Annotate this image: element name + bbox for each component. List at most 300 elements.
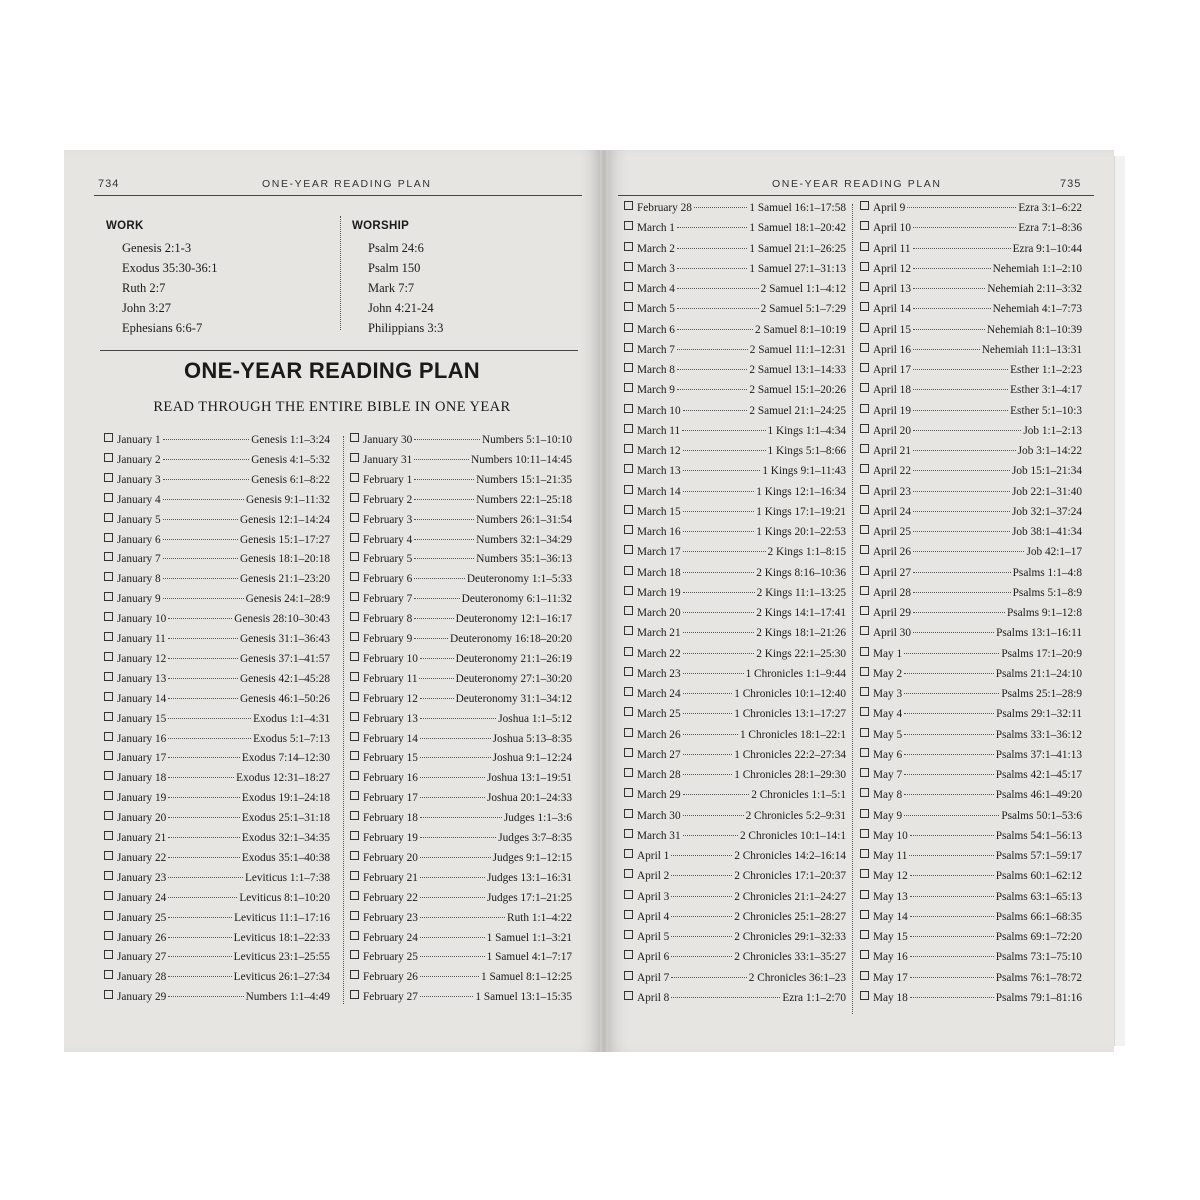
checkbox-icon[interactable] bbox=[860, 566, 869, 575]
checkbox-icon[interactable] bbox=[350, 891, 359, 900]
checkbox-icon[interactable] bbox=[104, 970, 113, 979]
dot-leader bbox=[163, 519, 238, 520]
checkbox-icon[interactable] bbox=[350, 552, 359, 561]
reading-reference: Deuteronomy 6:1–11:32 bbox=[461, 593, 572, 606]
reading-reference: Psalms 57:1–59:17 bbox=[995, 850, 1082, 862]
reading-date: January 2 bbox=[117, 453, 161, 466]
reading-reference: 2 Chronicles 21:1–24:27 bbox=[734, 890, 846, 903]
checkbox-icon[interactable] bbox=[624, 748, 633, 757]
reading-date: April 8 bbox=[637, 991, 670, 1004]
checkbox-icon[interactable] bbox=[860, 869, 869, 878]
checkbox-icon[interactable] bbox=[624, 647, 633, 656]
reading-reference: Genesis 37:1–41:57 bbox=[239, 652, 330, 665]
checkbox-icon[interactable] bbox=[104, 871, 113, 880]
checkbox-icon[interactable] bbox=[624, 991, 633, 1000]
reading-row bbox=[104, 971, 330, 990]
dot-leader bbox=[168, 996, 243, 997]
reading-reference: Exodus 19:1–24:18 bbox=[241, 792, 330, 805]
checkbox-icon[interactable] bbox=[860, 586, 869, 595]
checkbox-icon[interactable] bbox=[104, 572, 113, 581]
checkbox-icon[interactable] bbox=[350, 931, 359, 940]
dot-leader bbox=[163, 539, 238, 540]
reading-row bbox=[624, 486, 846, 505]
checkbox-icon[interactable] bbox=[860, 242, 869, 251]
checkbox-icon[interactable] bbox=[104, 632, 113, 641]
checkbox-icon[interactable] bbox=[350, 612, 359, 621]
checkbox-icon[interactable] bbox=[624, 626, 633, 635]
dot-leader bbox=[168, 777, 234, 778]
checkbox-icon[interactable] bbox=[860, 606, 869, 615]
reading-date: April 20 bbox=[873, 424, 911, 437]
reading-row bbox=[350, 553, 572, 572]
checkbox-icon[interactable] bbox=[624, 667, 633, 676]
page-edges bbox=[1114, 156, 1125, 1046]
reading-reference: Job 3:1–14:22 bbox=[1017, 445, 1082, 457]
topic-ref: Genesis 2:1-3 bbox=[122, 241, 192, 255]
reading-reference: Esther 1:1–2:23 bbox=[1010, 364, 1082, 376]
checkbox-icon[interactable] bbox=[350, 572, 359, 581]
reading-date: January 9 bbox=[117, 593, 161, 606]
checkbox-icon[interactable] bbox=[624, 950, 633, 959]
reading-date: April 27 bbox=[873, 566, 911, 579]
checkbox-icon[interactable] bbox=[350, 592, 359, 601]
checkbox-icon[interactable] bbox=[350, 732, 359, 741]
checkbox-icon[interactable] bbox=[104, 931, 113, 940]
checkbox-icon[interactable] bbox=[350, 990, 359, 999]
checkbox-icon[interactable] bbox=[860, 221, 869, 230]
reading-date: March 7 bbox=[637, 343, 675, 356]
checkbox-icon[interactable] bbox=[860, 788, 869, 797]
checkbox-icon[interactable] bbox=[860, 444, 869, 453]
checkbox-icon[interactable] bbox=[860, 991, 869, 1000]
checkbox-icon[interactable] bbox=[624, 383, 633, 392]
checkbox-icon[interactable] bbox=[350, 533, 359, 542]
reading-date: February 20 bbox=[363, 851, 418, 864]
section-rule bbox=[100, 350, 578, 351]
reading-reference: 1 Samuel 21:1–26:25 bbox=[749, 242, 846, 255]
reading-row bbox=[624, 992, 846, 1011]
dot-leader bbox=[163, 598, 244, 599]
checkbox-icon[interactable] bbox=[860, 404, 869, 413]
reading-reference: Numbers 1:1–4:49 bbox=[245, 991, 330, 1004]
reading-reference: Deuteronomy 31:1–34:12 bbox=[455, 692, 572, 705]
reading-date: March 25 bbox=[637, 708, 681, 721]
checkbox-icon[interactable] bbox=[624, 485, 633, 494]
reading-row bbox=[350, 752, 572, 771]
reading-row bbox=[104, 534, 330, 553]
dot-leader bbox=[913, 470, 1010, 471]
checkbox-icon[interactable] bbox=[860, 302, 869, 311]
reading-reference: 2 Kings 8:16–10:36 bbox=[756, 566, 846, 579]
checkbox-icon[interactable] bbox=[860, 890, 869, 899]
checkbox-icon[interactable] bbox=[350, 493, 359, 502]
checkbox-icon[interactable] bbox=[104, 473, 113, 482]
checkbox-icon[interactable] bbox=[860, 485, 869, 494]
checkbox-icon[interactable] bbox=[860, 262, 869, 271]
checkbox-icon[interactable] bbox=[624, 262, 633, 271]
reading-row bbox=[104, 593, 330, 612]
reading-reference: 2 Chronicles 36:1–23 bbox=[748, 971, 846, 984]
checkbox-icon[interactable] bbox=[860, 525, 869, 534]
reading-row bbox=[624, 850, 846, 869]
reading-reference: Genesis 9:1–11:32 bbox=[246, 493, 330, 506]
dot-leader bbox=[910, 835, 994, 836]
reading-row bbox=[104, 892, 330, 911]
checkbox-icon[interactable] bbox=[860, 707, 869, 716]
checkbox-icon[interactable] bbox=[350, 831, 359, 840]
dot-leader bbox=[904, 673, 994, 674]
reading-date: March 29 bbox=[637, 789, 681, 802]
dot-leader bbox=[913, 268, 991, 269]
checkbox-icon[interactable] bbox=[860, 282, 869, 291]
reading-date: May 10 bbox=[873, 829, 908, 842]
checkbox-icon[interactable] bbox=[104, 433, 113, 442]
reading-row bbox=[860, 891, 1082, 910]
checkbox-icon[interactable] bbox=[104, 911, 113, 920]
checkbox-icon[interactable] bbox=[104, 652, 113, 661]
checkbox-icon[interactable] bbox=[860, 323, 869, 332]
checkbox-icon[interactable] bbox=[860, 505, 869, 514]
checkbox-icon[interactable] bbox=[350, 871, 359, 880]
dot-leader bbox=[420, 976, 479, 977]
checkbox-icon[interactable] bbox=[860, 545, 869, 554]
checkbox-icon[interactable] bbox=[624, 707, 633, 716]
dot-leader bbox=[904, 653, 999, 654]
running-head: ONE-YEAR READING PLAN bbox=[262, 178, 432, 190]
checkbox-icon[interactable] bbox=[860, 849, 869, 858]
topic-ref: Psalm 24:6 bbox=[368, 241, 424, 255]
checkbox-icon[interactable] bbox=[860, 930, 869, 939]
reading-date: April 24 bbox=[873, 505, 911, 518]
checkbox-icon[interactable] bbox=[350, 950, 359, 959]
reading-reference: 1 Chronicles 28:1–29:30 bbox=[734, 769, 846, 781]
reading-date: May 8 bbox=[873, 789, 903, 802]
reading-row bbox=[860, 688, 1082, 707]
reading-reference: Leviticus 26:1–27:34 bbox=[233, 971, 330, 984]
reading-date: January 22 bbox=[117, 851, 167, 864]
reading-reference: Deuteronomy 21:1–26:19 bbox=[455, 652, 572, 665]
reading-date: April 19 bbox=[873, 404, 911, 417]
checkbox-icon[interactable] bbox=[624, 869, 633, 878]
dot-leader bbox=[913, 551, 1024, 552]
checkbox-icon[interactable] bbox=[350, 433, 359, 442]
dot-leader bbox=[913, 612, 1005, 613]
checkbox-icon[interactable] bbox=[350, 473, 359, 482]
dot-leader bbox=[683, 612, 755, 613]
checkbox-icon[interactable] bbox=[104, 751, 113, 760]
checkbox-icon[interactable] bbox=[624, 930, 633, 939]
reading-date: March 27 bbox=[637, 748, 681, 761]
dot-leader bbox=[913, 389, 1008, 390]
checkbox-icon[interactable] bbox=[624, 302, 633, 311]
reading-reference: 2 Samuel 8:1–10:19 bbox=[755, 323, 846, 336]
reading-date: May 11 bbox=[873, 850, 908, 862]
reading-row bbox=[624, 243, 846, 262]
checkbox-icon[interactable] bbox=[624, 505, 633, 514]
checkbox-icon[interactable] bbox=[350, 513, 359, 522]
reading-row bbox=[624, 344, 846, 363]
dot-leader bbox=[414, 598, 459, 599]
dot-leader bbox=[683, 511, 755, 512]
dot-leader bbox=[420, 897, 485, 898]
dot-leader bbox=[168, 757, 240, 758]
reading-row bbox=[624, 769, 846, 788]
dot-leader bbox=[163, 558, 238, 559]
checkbox-icon[interactable] bbox=[624, 545, 633, 554]
reading-date: April 1 bbox=[637, 850, 670, 862]
reading-row bbox=[350, 951, 572, 970]
reading-date: May 15 bbox=[873, 931, 908, 943]
checkbox-icon[interactable] bbox=[350, 652, 359, 661]
checkbox-icon[interactable] bbox=[624, 687, 633, 696]
reading-date: February 26 bbox=[363, 971, 418, 984]
checkbox-icon[interactable] bbox=[624, 242, 633, 251]
checkbox-icon[interactable] bbox=[350, 771, 359, 780]
checkbox-icon[interactable] bbox=[624, 910, 633, 919]
dot-leader bbox=[414, 618, 453, 619]
reading-row bbox=[860, 425, 1082, 444]
reading-date: April 7 bbox=[637, 971, 670, 984]
checkbox-icon[interactable] bbox=[104, 533, 113, 542]
reading-date: May 17 bbox=[873, 971, 908, 984]
checkbox-icon[interactable] bbox=[624, 424, 633, 433]
dot-leader bbox=[913, 511, 1010, 512]
reading-reference: Genesis 6:1–8:22 bbox=[251, 473, 330, 486]
reading-date: January 15 bbox=[117, 712, 167, 725]
dot-leader bbox=[683, 551, 766, 552]
checkbox-icon[interactable] bbox=[350, 791, 359, 800]
reading-reference: 2 Kings 1:1–8:15 bbox=[767, 546, 846, 559]
checkbox-icon[interactable] bbox=[104, 453, 113, 462]
reading-date: January 16 bbox=[117, 732, 167, 745]
reading-reference: Psalms 76:1–78:72 bbox=[995, 971, 1082, 984]
reading-row bbox=[624, 749, 846, 768]
checkbox-icon[interactable] bbox=[104, 513, 113, 522]
checkbox-icon[interactable] bbox=[350, 811, 359, 820]
reading-reference: 2 Chronicles 29:1–32:33 bbox=[734, 931, 846, 943]
checkbox-icon[interactable] bbox=[860, 829, 869, 838]
reading-date: May 13 bbox=[873, 890, 908, 903]
topic-ref: Ruth 2:7 bbox=[122, 281, 166, 295]
checkbox-icon[interactable] bbox=[624, 201, 633, 210]
checkbox-icon[interactable] bbox=[624, 221, 633, 230]
reading-reference: Genesis 1:1–3:24 bbox=[251, 434, 330, 446]
checkbox-icon[interactable] bbox=[860, 343, 869, 352]
reading-row bbox=[860, 303, 1082, 322]
checkbox-icon[interactable] bbox=[624, 849, 633, 858]
dot-leader bbox=[677, 227, 747, 228]
reading-reference: 2 Chronicles 5:2–9:31 bbox=[745, 809, 846, 822]
reading-reference: 1 Samuel 16:1–17:58 bbox=[749, 202, 846, 214]
dot-leader bbox=[904, 794, 994, 795]
checkbox-icon[interactable] bbox=[624, 971, 633, 980]
checkbox-icon[interactable] bbox=[860, 464, 869, 473]
checkbox-icon[interactable] bbox=[350, 970, 359, 979]
reading-reference: Psalms 79:1–81:16 bbox=[995, 991, 1082, 1004]
reading-date: March 4 bbox=[637, 283, 675, 295]
checkbox-icon[interactable] bbox=[350, 692, 359, 701]
checkbox-icon[interactable] bbox=[350, 712, 359, 721]
reading-reference: Genesis 12:1–14:24 bbox=[239, 513, 330, 526]
checkbox-icon[interactable] bbox=[624, 586, 633, 595]
checkbox-icon[interactable] bbox=[624, 444, 633, 453]
reading-row bbox=[860, 992, 1082, 1011]
reading-date: May 7 bbox=[873, 769, 903, 781]
checkbox-icon[interactable] bbox=[860, 950, 869, 959]
reading-date: February 13 bbox=[363, 712, 418, 725]
reading-row bbox=[104, 474, 330, 493]
reading-reference: Leviticus 1:1–7:38 bbox=[244, 871, 330, 884]
checkbox-icon[interactable] bbox=[860, 748, 869, 757]
checkbox-icon[interactable] bbox=[350, 453, 359, 462]
dot-leader bbox=[420, 718, 496, 719]
checkbox-icon[interactable] bbox=[104, 692, 113, 701]
checkbox-icon[interactable] bbox=[860, 201, 869, 210]
reading-row bbox=[624, 688, 846, 707]
reading-date: February 2 bbox=[363, 493, 413, 506]
reading-reference: 1 Samuel 1:1–3:21 bbox=[486, 931, 572, 944]
reading-date: March 3 bbox=[637, 262, 675, 275]
reading-reference: Leviticus 23:1–25:55 bbox=[233, 951, 330, 964]
checkbox-icon[interactable] bbox=[104, 732, 113, 741]
checkbox-icon[interactable] bbox=[624, 788, 633, 797]
reading-reference: 1 Kings 5:1–8:66 bbox=[767, 445, 846, 457]
checkbox-icon[interactable] bbox=[860, 910, 869, 919]
reading-date: March 22 bbox=[637, 647, 681, 660]
reading-row bbox=[350, 971, 572, 990]
checkbox-icon[interactable] bbox=[104, 990, 113, 999]
checkbox-icon[interactable] bbox=[624, 363, 633, 372]
reading-row bbox=[104, 733, 330, 752]
checkbox-icon[interactable] bbox=[104, 612, 113, 621]
checkbox-icon[interactable] bbox=[104, 552, 113, 561]
reading-row bbox=[860, 850, 1082, 869]
checkbox-icon[interactable] bbox=[624, 525, 633, 534]
reading-reference: Numbers 10:11–14:45 bbox=[471, 453, 572, 466]
reading-row bbox=[624, 364, 846, 383]
dot-leader bbox=[683, 693, 733, 694]
checkbox-icon[interactable] bbox=[624, 323, 633, 332]
dot-leader bbox=[414, 519, 474, 520]
reading-date: January 29 bbox=[117, 991, 167, 1004]
checkbox-icon[interactable] bbox=[624, 606, 633, 615]
reading-date: March 10 bbox=[637, 404, 681, 417]
reading-date: February 9 bbox=[363, 633, 413, 645]
dot-leader bbox=[910, 977, 994, 978]
checkbox-icon[interactable] bbox=[104, 811, 113, 820]
reading-row bbox=[104, 832, 330, 851]
checkbox-icon[interactable] bbox=[624, 728, 633, 737]
reading-row bbox=[624, 222, 846, 241]
dot-leader bbox=[913, 430, 1021, 431]
checkbox-icon[interactable] bbox=[350, 851, 359, 860]
reading-date: January 21 bbox=[117, 832, 167, 844]
checkbox-icon[interactable] bbox=[350, 751, 359, 760]
dot-leader bbox=[909, 855, 993, 856]
reading-reference: Esther 3:1–4:17 bbox=[1010, 384, 1082, 397]
checkbox-icon[interactable] bbox=[860, 768, 869, 777]
checkbox-icon[interactable] bbox=[860, 971, 869, 980]
reading-date: March 17 bbox=[637, 546, 681, 559]
reading-reference: Psalms 54:1–56:13 bbox=[995, 829, 1082, 842]
reading-date: March 23 bbox=[637, 667, 681, 680]
checkbox-icon[interactable] bbox=[104, 891, 113, 900]
checkbox-icon[interactable] bbox=[350, 911, 359, 920]
checkbox-icon[interactable] bbox=[860, 728, 869, 737]
dot-leader bbox=[910, 896, 994, 897]
checkbox-icon[interactable] bbox=[104, 950, 113, 959]
checkbox-icon[interactable] bbox=[104, 771, 113, 780]
reading-row bbox=[860, 567, 1082, 586]
reading-date: May 1 bbox=[873, 647, 903, 660]
checkbox-icon[interactable] bbox=[350, 672, 359, 681]
checkbox-icon[interactable] bbox=[104, 672, 113, 681]
checkbox-icon[interactable] bbox=[350, 632, 359, 641]
checkbox-icon[interactable] bbox=[860, 424, 869, 433]
checkbox-icon[interactable] bbox=[860, 809, 869, 818]
reading-date: March 28 bbox=[637, 769, 681, 781]
reading-reference: 1 Samuel 27:1–31:13 bbox=[749, 262, 846, 275]
checkbox-icon[interactable] bbox=[624, 404, 633, 413]
dot-leader bbox=[414, 499, 474, 500]
dot-leader bbox=[683, 572, 755, 573]
reading-date: January 18 bbox=[117, 772, 167, 785]
checkbox-icon[interactable] bbox=[104, 791, 113, 800]
reading-row bbox=[860, 972, 1082, 991]
reading-row bbox=[624, 972, 846, 991]
checkbox-icon[interactable] bbox=[624, 768, 633, 777]
checkbox-icon[interactable] bbox=[104, 712, 113, 721]
reading-row bbox=[860, 526, 1082, 545]
checkbox-icon[interactable] bbox=[624, 809, 633, 818]
checkbox-icon[interactable] bbox=[104, 851, 113, 860]
checkbox-icon[interactable] bbox=[860, 687, 869, 696]
checkbox-icon[interactable] bbox=[624, 282, 633, 291]
dot-leader bbox=[420, 837, 496, 838]
checkbox-icon[interactable] bbox=[860, 383, 869, 392]
open-book bbox=[64, 150, 1124, 1052]
reading-reference: 2 Samuel 13:1–14:33 bbox=[749, 364, 846, 376]
checkbox-icon[interactable] bbox=[624, 829, 633, 838]
checkbox-icon[interactable] bbox=[860, 626, 869, 635]
reading-date: January 25 bbox=[117, 911, 167, 924]
dot-leader bbox=[168, 976, 231, 977]
checkbox-icon[interactable] bbox=[624, 343, 633, 352]
reading-reference: Leviticus 18:1–22:33 bbox=[233, 931, 330, 944]
checkbox-icon[interactable] bbox=[104, 493, 113, 502]
checkbox-icon[interactable] bbox=[624, 566, 633, 575]
reading-date: March 18 bbox=[637, 566, 681, 579]
checkbox-icon[interactable] bbox=[860, 667, 869, 676]
reading-reference: 1 Chronicles 18:1–22:1 bbox=[739, 728, 846, 741]
dot-leader bbox=[671, 997, 780, 998]
reading-row bbox=[350, 872, 572, 891]
reading-date: January 7 bbox=[117, 553, 161, 566]
dot-leader bbox=[913, 227, 1016, 228]
reading-reference: 1 Chronicles 22:2–27:34 bbox=[734, 748, 846, 761]
reading-row bbox=[860, 364, 1082, 383]
checkbox-icon[interactable] bbox=[624, 464, 633, 473]
checkbox-icon[interactable] bbox=[104, 831, 113, 840]
reading-reference: Genesis 24:1–28:9 bbox=[245, 593, 330, 606]
checkbox-icon[interactable] bbox=[860, 363, 869, 372]
reading-row bbox=[350, 792, 572, 811]
checkbox-icon[interactable] bbox=[624, 890, 633, 899]
checkbox-icon[interactable] bbox=[104, 592, 113, 601]
dot-leader bbox=[671, 896, 732, 897]
checkbox-icon[interactable] bbox=[860, 647, 869, 656]
dot-leader bbox=[420, 857, 491, 858]
